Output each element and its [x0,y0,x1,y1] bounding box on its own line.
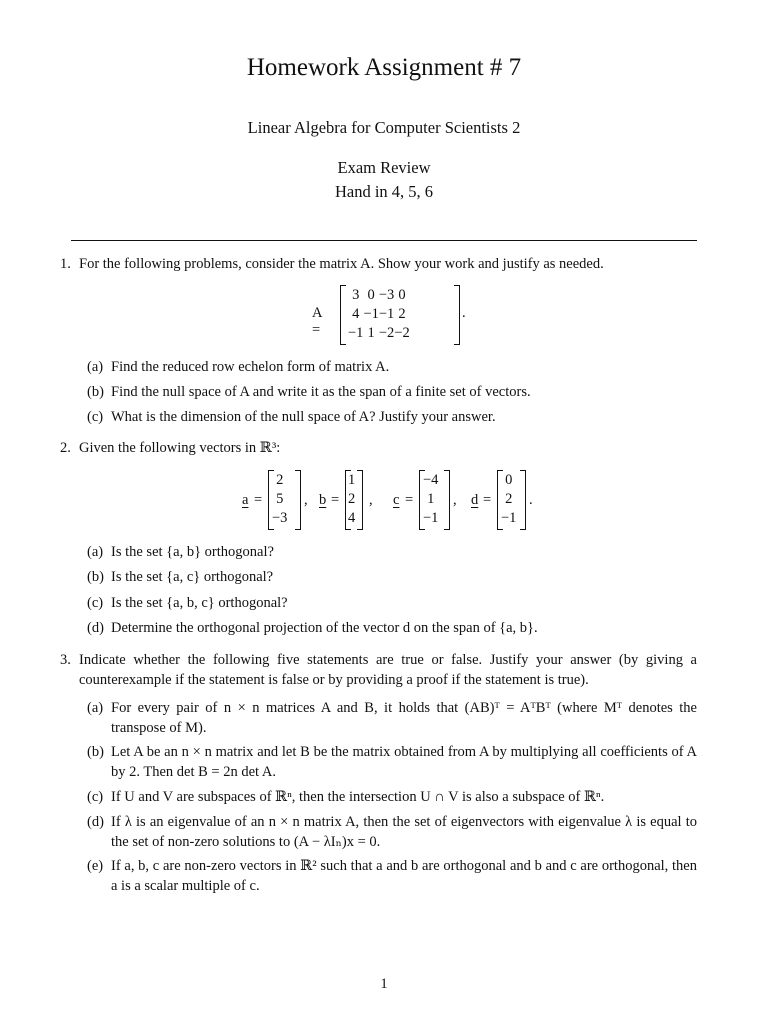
problem-2c-label: (c) [87,595,104,611]
problem-3-number: 3. [60,652,71,668]
matrix-cell: −1 [378,306,395,322]
problem-1-number: 1. [60,256,71,272]
equals-sign: = [254,492,263,508]
vector-c-name: c [393,492,400,508]
hand-in-note: Hand in 4, 5, 6 [334,182,434,201]
vector-cell: 1 [348,472,356,488]
vector-cell: 4 [348,510,356,526]
page-number: 1 [380,976,388,992]
vector-a-name: a [242,492,249,508]
vector-right-bracket [295,470,301,530]
problem-1a-label: (a) [87,359,104,375]
problem-3b-text: Let A be an n × n matrix and let B be the matrix obtained from A by multiplying all coefficients of A by 2. Then det B = 2n det A. [111,744,697,780]
problem-2-number: 2. [60,440,71,456]
title-divider [71,240,697,241]
problem-1c-label: (c) [87,409,104,425]
matrix-cell: −3 [378,287,395,303]
equals-sign: = [331,492,340,508]
course-name: Linear Algebra for Computer Scientists 2 [247,118,521,137]
vector-c-table [423,471,438,528]
vector-cell: −1 [501,510,517,526]
matrix-right-bracket [454,285,460,345]
problem-3d-text: If λ is an eigenvalue of an n × n matrix A, then the set of eigenvectors with eigenvalue λ is equal to the set of non-zero solutions to (A − λIₙ)x = 0. [111,814,697,850]
problem-3e-label: (e) [87,858,104,874]
matrix-period: . [462,305,466,321]
comma: , [369,492,373,508]
vector-a-table [272,471,287,528]
vector-cell: 1 [427,491,435,507]
vector-right-bracket [444,470,450,530]
page-subtitle: Exam Review [337,158,431,177]
equals-sign: = [483,492,492,508]
matrix-left-bracket [340,285,346,345]
problem-1b-label: (b) [87,384,104,400]
problem-2b-label: (b) [87,569,104,585]
problem-1b-text: Find the null space of A and write it as the span of a finite set of vectors. [111,384,531,400]
problem-3a-text: For every pair of n × n matrices A and B, it holds that (AB)ᵀ = AᵀBᵀ (where Mᵀ denotes the transpose of M). [111,700,697,736]
problem-2b-text: Is the set {a, c} orthogonal? [111,569,274,585]
matrix-cell: 3 [352,287,360,303]
vector-cell: 5 [276,491,284,507]
problem-1a-text: Find the reduced row echelon form of matrix A. [111,359,390,375]
vector-b-table [348,471,355,528]
vector-cell: 0 [505,472,513,488]
matrix-a-label: A = [312,305,322,338]
matrix-cell: 0 [367,287,375,303]
problem-3a-label: (a) [87,700,104,716]
matrix-cell: −1 [363,306,379,322]
problem-3e-text: If a, b, c are non-zero vectors in ℝ² such that a and b are orthogonal and b and c are orthogonal, then a is a scalar multiple of c. [111,858,697,894]
vector-cell: −4 [423,472,439,488]
equals-sign: = [405,492,414,508]
problem-3c-label: (c) [87,789,104,805]
problem-2a-label: (a) [87,544,104,560]
problem-3-intro: Indicate whether the following five statements are true or false. Justify your answer (by giving a counterexample if the statement is false or by providing a proof if the statement is true). [79,652,697,688]
problem-3d-label: (d) [87,814,104,830]
vector-cell: −1 [423,510,439,526]
matrix-cell: 1 [367,325,375,341]
page-title: Homework Assignment # 7 [246,54,522,81]
matrix-cell: 2 [398,306,406,322]
problem-1c-text: What is the dimension of the null space of A? Justify your answer. [111,409,496,425]
vector-cell: 2 [505,491,513,507]
vector-d-table [501,471,516,528]
matrix-cell: −2 [378,325,395,341]
vector-cell: 2 [276,472,284,488]
matrix-cell: −2 [394,325,410,341]
problem-2a-text: Is the set {a, b} orthogonal? [111,544,274,560]
vector-cell: −3 [272,510,288,526]
problem-2d-text: Determine the orthogonal projection of the vector d on the span of {a, b}. [111,620,538,636]
comma: , [304,492,308,508]
problem-2-intro: Given the following vectors in ℝ³: [79,440,281,456]
matrix-cell: 4 [352,306,360,322]
problem-2d-label: (d) [87,620,104,636]
matrix-cell: 0 [398,287,406,303]
problem-3c-text: If U and V are subspaces of ℝⁿ, then the intersection U ∩ V is also a subspace of ℝⁿ. [111,789,605,805]
comma: , [453,492,457,508]
vector-right-bracket [357,470,363,530]
vector-cell: 2 [348,491,356,507]
matrix-cell: −1 [348,325,364,341]
vector-d-name: d [471,492,479,508]
problem-1-intro: For the following problems, consider the matrix A. Show your work and justify as needed. [79,256,604,272]
vector-b-name: b [319,492,327,508]
period: . [529,492,533,508]
problem-2c-text: Is the set {a, b, c} orthogonal? [111,595,288,611]
matrix-a-table [348,286,410,343]
vector-right-bracket [520,470,526,530]
problem-3b-label: (b) [87,744,104,760]
